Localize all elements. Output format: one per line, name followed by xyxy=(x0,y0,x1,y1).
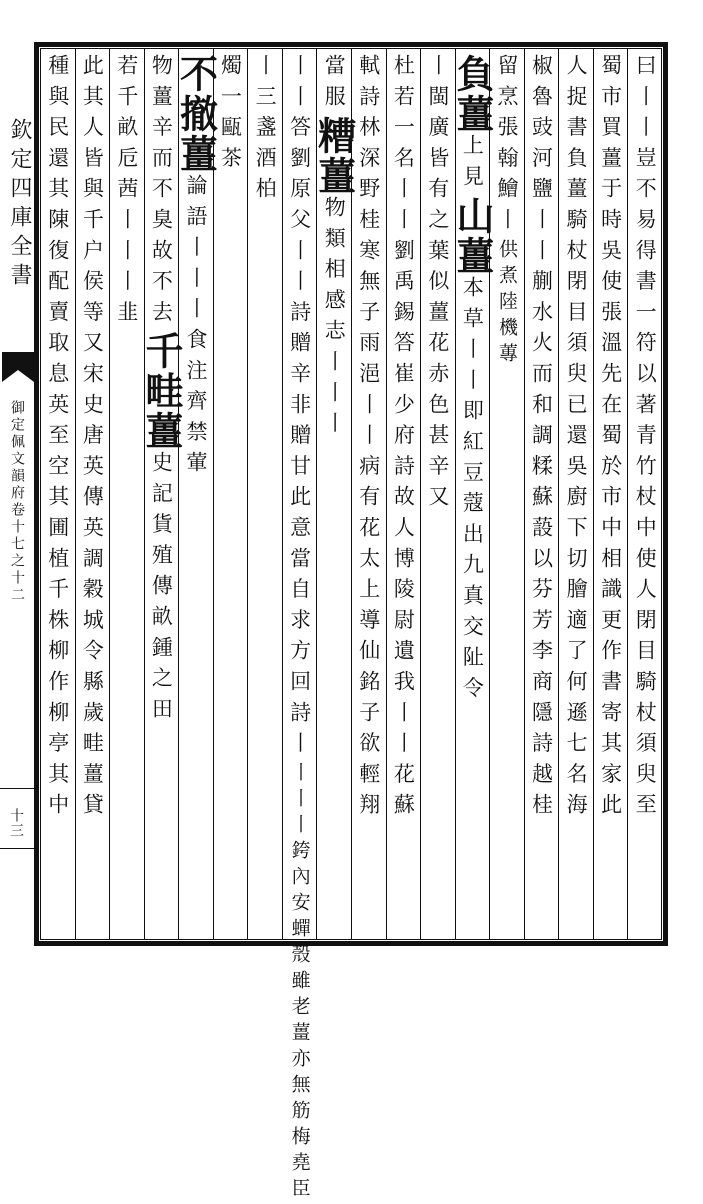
text-column xyxy=(282,54,317,1204)
column-rule xyxy=(75,48,76,940)
entry-headword: 負薑 xyxy=(449,54,495,134)
column-text: 供煮陸機蓴 xyxy=(495,238,518,369)
text-column xyxy=(593,54,628,934)
column-rule xyxy=(282,48,283,940)
text-column xyxy=(75,54,110,934)
text-column xyxy=(420,54,455,934)
text-column xyxy=(311,54,357,934)
entry-headword: 不撤薑 xyxy=(173,54,219,174)
column-text: 若千畝卮茜丨丨丨韭 xyxy=(114,54,139,332)
column-rule xyxy=(247,48,248,940)
text-column xyxy=(524,54,559,934)
column-text: 物薑辛而不臭故不去 xyxy=(149,54,174,332)
text-column xyxy=(247,54,282,934)
column-rule xyxy=(524,48,525,940)
column-rule xyxy=(178,48,179,940)
column-rule xyxy=(144,48,145,940)
column-rule xyxy=(420,48,421,940)
column-rule xyxy=(558,48,559,940)
spine-divider xyxy=(0,848,34,849)
column-text: 椒魯豉河鹽丨丨蒯水火而和調糅蘇蔎以芬芳李商隱詩越桂 xyxy=(529,54,554,824)
column-rule xyxy=(455,48,456,940)
column-text: 人捉書負薑騎杖閉目須臾已還吳廚下切膾適了何遜七名海 xyxy=(564,54,589,824)
column-text: 論語丨丨丨食注齊禁葷 xyxy=(183,174,208,482)
column-text: 蜀市買薑于時吳使張溫先在蜀於市中相識更作書寄其家此 xyxy=(598,54,623,824)
entry-headword: 千畦薑 xyxy=(138,331,184,452)
column-text: 杜若一名丨丨劉禹錫答崔少府詩故人博陵尉遺我丨丨花蘇 xyxy=(391,54,416,824)
text-column xyxy=(109,54,144,934)
column-rule xyxy=(489,48,490,940)
text-column xyxy=(386,54,421,934)
column-text: 軾詩林深野桂寒無子雨浥丨丨病有花太上導仙銘子欲輕翔 xyxy=(356,54,381,824)
text-column xyxy=(40,54,75,934)
column-text: 丨丨答劉原父丨丨詩贈辛非贈甘此意當自求方回詩丨 xyxy=(287,54,312,763)
page-spine xyxy=(0,48,34,940)
text-column xyxy=(173,54,219,934)
column-text: 當服 xyxy=(322,54,347,116)
column-text: 曰丨丨豈不易得書一符以著青竹杖中使人閉目騎杖須臾至 xyxy=(633,54,658,824)
column-rule xyxy=(109,48,110,940)
text-column xyxy=(138,54,184,934)
text-column xyxy=(558,54,593,934)
text-column xyxy=(489,54,524,934)
page-number: 十三 xyxy=(8,808,24,838)
column-text: 本草丨丨即紅豆蔻出九真交阯令 xyxy=(460,275,485,707)
column-text: 種與民還其陳復配賣取息英至空其圃植千株柳作柳亭其中 xyxy=(45,54,70,824)
column-text: 燭一甌茶 xyxy=(218,54,243,178)
column-text: 上見 xyxy=(460,134,485,196)
entry-headword: 山薑 xyxy=(449,195,495,276)
column-text: 此其人皆與千户侯等又宋史唐英傳英調穀城令縣歲畦薑貸 xyxy=(80,54,105,824)
spine-volume-label: 御定佩文韻府卷十七之十二 xyxy=(9,400,25,604)
column-rule xyxy=(316,48,317,940)
column-text: 丨閩廣皆有之葉似薑花赤色甚辛又 xyxy=(425,54,450,516)
column-rule xyxy=(386,48,387,940)
text-column xyxy=(449,54,495,934)
text-column xyxy=(213,54,248,934)
column-text: 丨三盞酒柏 xyxy=(253,54,278,208)
text-column xyxy=(627,54,662,934)
entry-headword: 糟薑 xyxy=(311,115,357,196)
column-text: 留烹張翰鱠丨 xyxy=(494,54,519,239)
spine-divider xyxy=(0,788,34,789)
column-rule xyxy=(213,48,214,940)
spine-title: 欽定四庫全書 xyxy=(7,118,32,292)
column-rule xyxy=(627,48,628,940)
column-text: 史記貨殖傳畝鍾之田 xyxy=(149,451,174,729)
column-text: 丨丨丨銙內安蟬殼雖老薑亦無筋梅堯臣 xyxy=(288,762,311,1204)
column-rule xyxy=(593,48,594,940)
fishtail-mark-icon xyxy=(2,352,34,392)
column-text: 物類相感志丨丨丨 xyxy=(322,195,347,443)
